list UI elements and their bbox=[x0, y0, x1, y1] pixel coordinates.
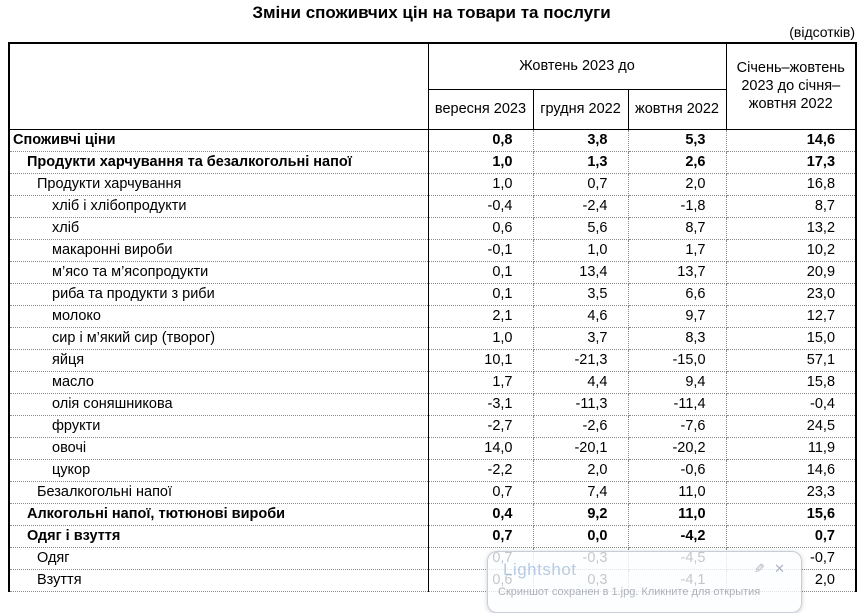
table-row bbox=[9, 261, 856, 283]
value-cell: 1,7 bbox=[428, 371, 533, 393]
value-cell: 0,4 bbox=[428, 503, 533, 525]
row-label: Безалкогольні напої bbox=[9, 481, 428, 503]
table-row bbox=[9, 349, 856, 371]
value-cell: 15,8 bbox=[726, 371, 856, 393]
value-cell: -2,2 bbox=[428, 459, 533, 481]
value-cell: -0,4 bbox=[726, 393, 856, 415]
value-cell: 13,4 bbox=[533, 261, 628, 283]
row-label: хліб і хлібопродукти bbox=[9, 195, 428, 217]
table-row bbox=[9, 283, 856, 305]
table-header bbox=[9, 43, 856, 129]
table-row bbox=[9, 239, 856, 261]
value-cell: 9,4 bbox=[628, 371, 726, 393]
row-label: олія соняшникова bbox=[9, 393, 428, 415]
value-cell: -0,4 bbox=[428, 195, 533, 217]
value-cell: 1,0 bbox=[428, 327, 533, 349]
column-header-september: вересня 2023 bbox=[428, 89, 533, 129]
value-cell: 16,8 bbox=[726, 173, 856, 195]
column-group-header: Жовтень 2023 до bbox=[428, 43, 726, 89]
value-cell: 0,1 bbox=[428, 283, 533, 305]
row-label: Одяг і взуття bbox=[9, 525, 428, 547]
row-label: Одяг bbox=[9, 547, 428, 569]
value-cell: 1,0 bbox=[428, 173, 533, 195]
row-label: цукор bbox=[9, 459, 428, 481]
table-row bbox=[9, 525, 856, 547]
row-label: м’ясо та м’ясопродукти bbox=[9, 261, 428, 283]
value-cell: 2,0 bbox=[628, 173, 726, 195]
value-cell: -1,8 bbox=[628, 195, 726, 217]
row-label: масло bbox=[9, 371, 428, 393]
table-row bbox=[9, 151, 856, 173]
value-cell: 20,9 bbox=[726, 261, 856, 283]
value-cell: 2,1 bbox=[428, 305, 533, 327]
value-cell: 23,3 bbox=[726, 481, 856, 503]
column-header-december: грудня 2022 bbox=[533, 89, 628, 129]
value-cell: 5,3 bbox=[628, 129, 726, 151]
consumer-prices-table bbox=[8, 42, 857, 592]
row-label: сир і м’який сир (творог) bbox=[9, 327, 428, 349]
table-row bbox=[9, 129, 856, 151]
value-cell: 12,7 bbox=[726, 305, 856, 327]
value-cell: 10,2 bbox=[726, 239, 856, 261]
value-cell: 8,7 bbox=[726, 195, 856, 217]
value-cell: -15,0 bbox=[628, 349, 726, 371]
row-label: фрукти bbox=[9, 415, 428, 437]
row-label: риба та продукти з риби bbox=[9, 283, 428, 305]
value-cell: 14,0 bbox=[428, 437, 533, 459]
unit-note: (відсотків) bbox=[789, 24, 855, 40]
value-cell: 8,3 bbox=[628, 327, 726, 349]
value-cell: 2,6 bbox=[628, 151, 726, 173]
value-cell: 1,3 bbox=[533, 151, 628, 173]
value-cell: 3,7 bbox=[533, 327, 628, 349]
table-row bbox=[9, 481, 856, 503]
table-row bbox=[9, 393, 856, 415]
lightshot-notification[interactable] bbox=[487, 551, 802, 613]
value-cell: 7,4 bbox=[533, 481, 628, 503]
value-cell: 57,1 bbox=[726, 349, 856, 371]
table-row bbox=[9, 195, 856, 217]
value-cell: 9,2 bbox=[533, 503, 628, 525]
value-cell: 2,0 bbox=[726, 569, 856, 591]
corner-cell bbox=[9, 43, 428, 129]
row-label: Споживчі ціни bbox=[9, 129, 428, 151]
column-header-period: Січень–жовтень 2023 до січня–жовтня 2022 bbox=[726, 43, 856, 129]
value-cell: 9,7 bbox=[628, 305, 726, 327]
row-label: яйця bbox=[9, 349, 428, 371]
row-label: Алкогольні напої, тютюнові вироби bbox=[9, 503, 428, 525]
table-row bbox=[9, 503, 856, 525]
value-cell: -11,3 bbox=[533, 393, 628, 415]
value-cell: 0,8 bbox=[428, 129, 533, 151]
value-cell: 14,6 bbox=[726, 459, 856, 481]
value-cell: 0,7 bbox=[428, 525, 533, 547]
table-row bbox=[9, 327, 856, 349]
value-cell: 1,7 bbox=[628, 239, 726, 261]
value-cell: -0,6 bbox=[628, 459, 726, 481]
table-row bbox=[9, 371, 856, 393]
row-label: молоко bbox=[9, 305, 428, 327]
value-cell: -7,6 bbox=[628, 415, 726, 437]
table-row bbox=[9, 305, 856, 327]
value-cell: -2,4 bbox=[533, 195, 628, 217]
row-label: овочі bbox=[9, 437, 428, 459]
row-label: Продукти харчування та безалкогольні напої bbox=[9, 151, 428, 173]
value-cell: 6,6 bbox=[628, 283, 726, 305]
table-body bbox=[9, 129, 856, 591]
table-row bbox=[9, 437, 856, 459]
value-cell: 11,9 bbox=[726, 437, 856, 459]
table-row bbox=[9, 459, 856, 481]
value-cell: -0,7 bbox=[726, 547, 856, 569]
table-row bbox=[9, 415, 856, 437]
value-cell: 10,1 bbox=[428, 349, 533, 371]
value-cell: 0,0 bbox=[533, 525, 628, 547]
row-label: Продукти харчування bbox=[9, 173, 428, 195]
value-cell: 0,6 bbox=[428, 217, 533, 239]
value-cell: 4,6 bbox=[533, 305, 628, 327]
value-cell: 1,0 bbox=[428, 151, 533, 173]
value-cell: -4,2 bbox=[628, 525, 726, 547]
value-cell: 15,0 bbox=[726, 327, 856, 349]
value-cell: 0,7 bbox=[533, 173, 628, 195]
value-cell: 15,6 bbox=[726, 503, 856, 525]
value-cell: 5,6 bbox=[533, 217, 628, 239]
watermark-message: Скриншот сохранен в 1.jpg. Кликните для открытия bbox=[498, 586, 761, 598]
value-cell: -20,1 bbox=[533, 437, 628, 459]
table-row bbox=[9, 217, 856, 239]
value-cell: -21,3 bbox=[533, 349, 628, 371]
value-cell: -20,2 bbox=[628, 437, 726, 459]
row-label: макаронні вироби bbox=[9, 239, 428, 261]
value-cell: 13,7 bbox=[628, 261, 726, 283]
value-cell: -2,6 bbox=[533, 415, 628, 437]
value-cell: 4,4 bbox=[533, 371, 628, 393]
lightshot-app-name: Lightshot bbox=[503, 560, 577, 579]
value-cell: 13,2 bbox=[726, 217, 856, 239]
value-cell: 0,1 bbox=[428, 261, 533, 283]
page-title: Зміни споживчих цін на товари та послуги bbox=[252, 3, 611, 22]
table-row bbox=[9, 173, 856, 195]
value-cell: -0,1 bbox=[428, 239, 533, 261]
value-cell: 3,5 bbox=[533, 283, 628, 305]
value-cell: 11,0 bbox=[628, 503, 726, 525]
value-cell: 23,0 bbox=[726, 283, 856, 305]
value-cell: 14,6 bbox=[726, 129, 856, 151]
value-cell: 8,7 bbox=[628, 217, 726, 239]
value-cell: -11,4 bbox=[628, 393, 726, 415]
value-cell: 11,0 bbox=[628, 481, 726, 503]
value-cell: 0,7 bbox=[428, 481, 533, 503]
value-cell: 2,0 bbox=[533, 459, 628, 481]
column-header-october: жовтня 2022 bbox=[628, 89, 726, 129]
close-icon[interactable]: ✕ bbox=[774, 561, 785, 576]
value-cell: 1,0 bbox=[533, 239, 628, 261]
row-label: хліб bbox=[9, 217, 428, 239]
value-cell: 24,5 bbox=[726, 415, 856, 437]
value-cell: -3,1 bbox=[428, 393, 533, 415]
row-label: Взуття bbox=[9, 569, 428, 591]
value-cell: 17,3 bbox=[726, 151, 856, 173]
edit-pencil-icon[interactable]: ✎ bbox=[754, 561, 766, 576]
value-cell: 3,8 bbox=[533, 129, 628, 151]
value-cell: 0,7 bbox=[726, 525, 856, 547]
value-cell: -2,7 bbox=[428, 415, 533, 437]
